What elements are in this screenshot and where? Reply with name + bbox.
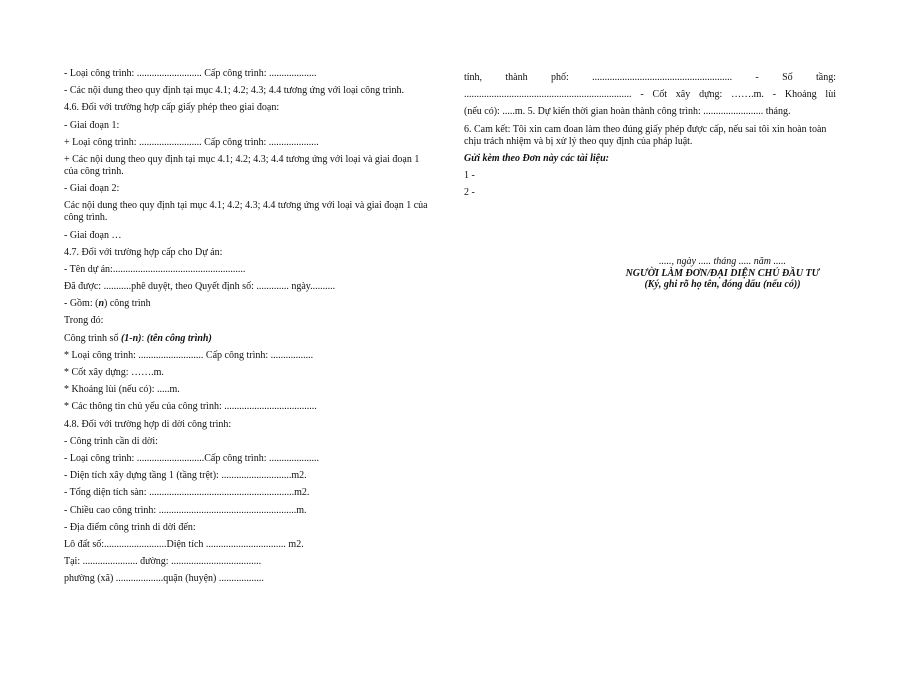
text-line: - Gồm: (n) công trình [64,298,151,310]
text-line: ................................................................... - Cốt xây dựng: …….m. - Khoảng lùi [464,89,836,101]
text-line: - Giai đoạn 1: [64,119,120,131]
text-line: * Cốt xây dựng: …….m. [64,367,164,378]
attachments-heading: Gửi kèm theo Đơn này các tài liệu: [464,152,609,164]
text-line: (nếu có): .....m. 5. Dự kiến thời gian hoàn thành công trình: ........................ tháng. [464,106,791,118]
text-line: - Giai đoạn … [64,229,122,241]
section-heading: 4.8. Đối với trường hợp di dời công trình: [64,418,232,430]
text-line: tỉnh, thành phố: ........................................................ - Số tầng: [464,72,836,83]
right-column [464,72,836,204]
text-line: - Chiều cao công trình: .......................................................m. [64,504,307,516]
text-line: - Loại công trình: .......................... Cấp công trình: ................... [64,68,317,79]
text-line: Tại: ...................... đường: .................................... [64,556,262,568]
text-line: phường (xã) ...................quận (huyện) .................. [64,573,264,585]
text-line: Công trình số (1-n): (tên công trình) [64,332,212,344]
text-line: * Khoảng lùi (nếu có): .....m. [64,384,180,396]
text-line: - Tên dự án:..................................................... [64,263,246,275]
text-line: - Tổng diện tích sàn: ..........................................................m2. [64,487,310,499]
text-line: Đã được: ...........phê duyệt, theo Quyết định số: ............. ngày.......... [64,281,336,293]
attachment-item: 2 - [464,187,475,199]
signature-note: (Ký, ghi rõ họ tên, đóng dấu (nếu có)) [644,279,801,290]
text-line: - Địa điểm công trình di dời đến: [64,521,196,533]
text-line: - Công trình cần di dời: [64,435,158,447]
text-line: Trong đó: [64,315,104,327]
text-line: Lô đất số:.........................Diện tích ................................ m2. [64,538,304,550]
left-column [64,68,434,590]
text-line: + Loại công trình: ......................... Cấp công trình: .................... [64,136,319,148]
section-heading: 4.7. Đối với trường hợp cấp cho Dự án: [64,246,223,258]
text-line: - Loại công trình: ...........................Cấp công trình: .................... [64,452,319,464]
signature-block [600,256,845,291]
section-heading: 4.6. Đối với trường hợp cấp giấy phép theo giai đoạn: [64,102,280,114]
text-line: * Các thông tin chủ yếu của công trình: ..................................... [64,401,317,413]
text-line: Các nội dung theo quy định tại mục 4.1; 4.2; 4.3; 4.4 tương ứng với loại và giai đoạn 1 của công trình. [64,200,428,224]
text-line: - Diện tích xây dựng tầng 1 (tầng trệt): ............................m2. [64,470,307,482]
text-line: - Giai đoạn 2: [64,183,120,195]
bold-italic-n: n [98,298,105,310]
commitment-text: 6. Cam kết: Tôi xin cam đoan làm theo đúng giấy phép được cấp, nếu sai tôi xin hoàn toàn chịu trách nhiệm và bị xử lý theo quy định của pháp luật. [464,123,827,147]
text-line: * Loại công trình: .......................... Cấp công trình: ................. [64,349,314,361]
signer-title: NGƯỜI LÀM ĐƠN/ĐẠI DIỆN CHỦ ĐẦU TƯ [625,267,820,279]
attachment-item: 1 - [464,169,475,181]
text-line: - Các nội dung theo quy định tại mục 4.1; 4.2; 4.3; 4.4 tương ứng với loại công trình. [64,85,404,97]
text-line: + Các nội dung theo quy định tại mục 4.1; 4.2; 4.3; 4.4 tương ứng với loại và giai đoạn 1 của công trình. [64,153,420,177]
date-line: ....., ngày ..... tháng ..... năm ..... [659,256,786,267]
